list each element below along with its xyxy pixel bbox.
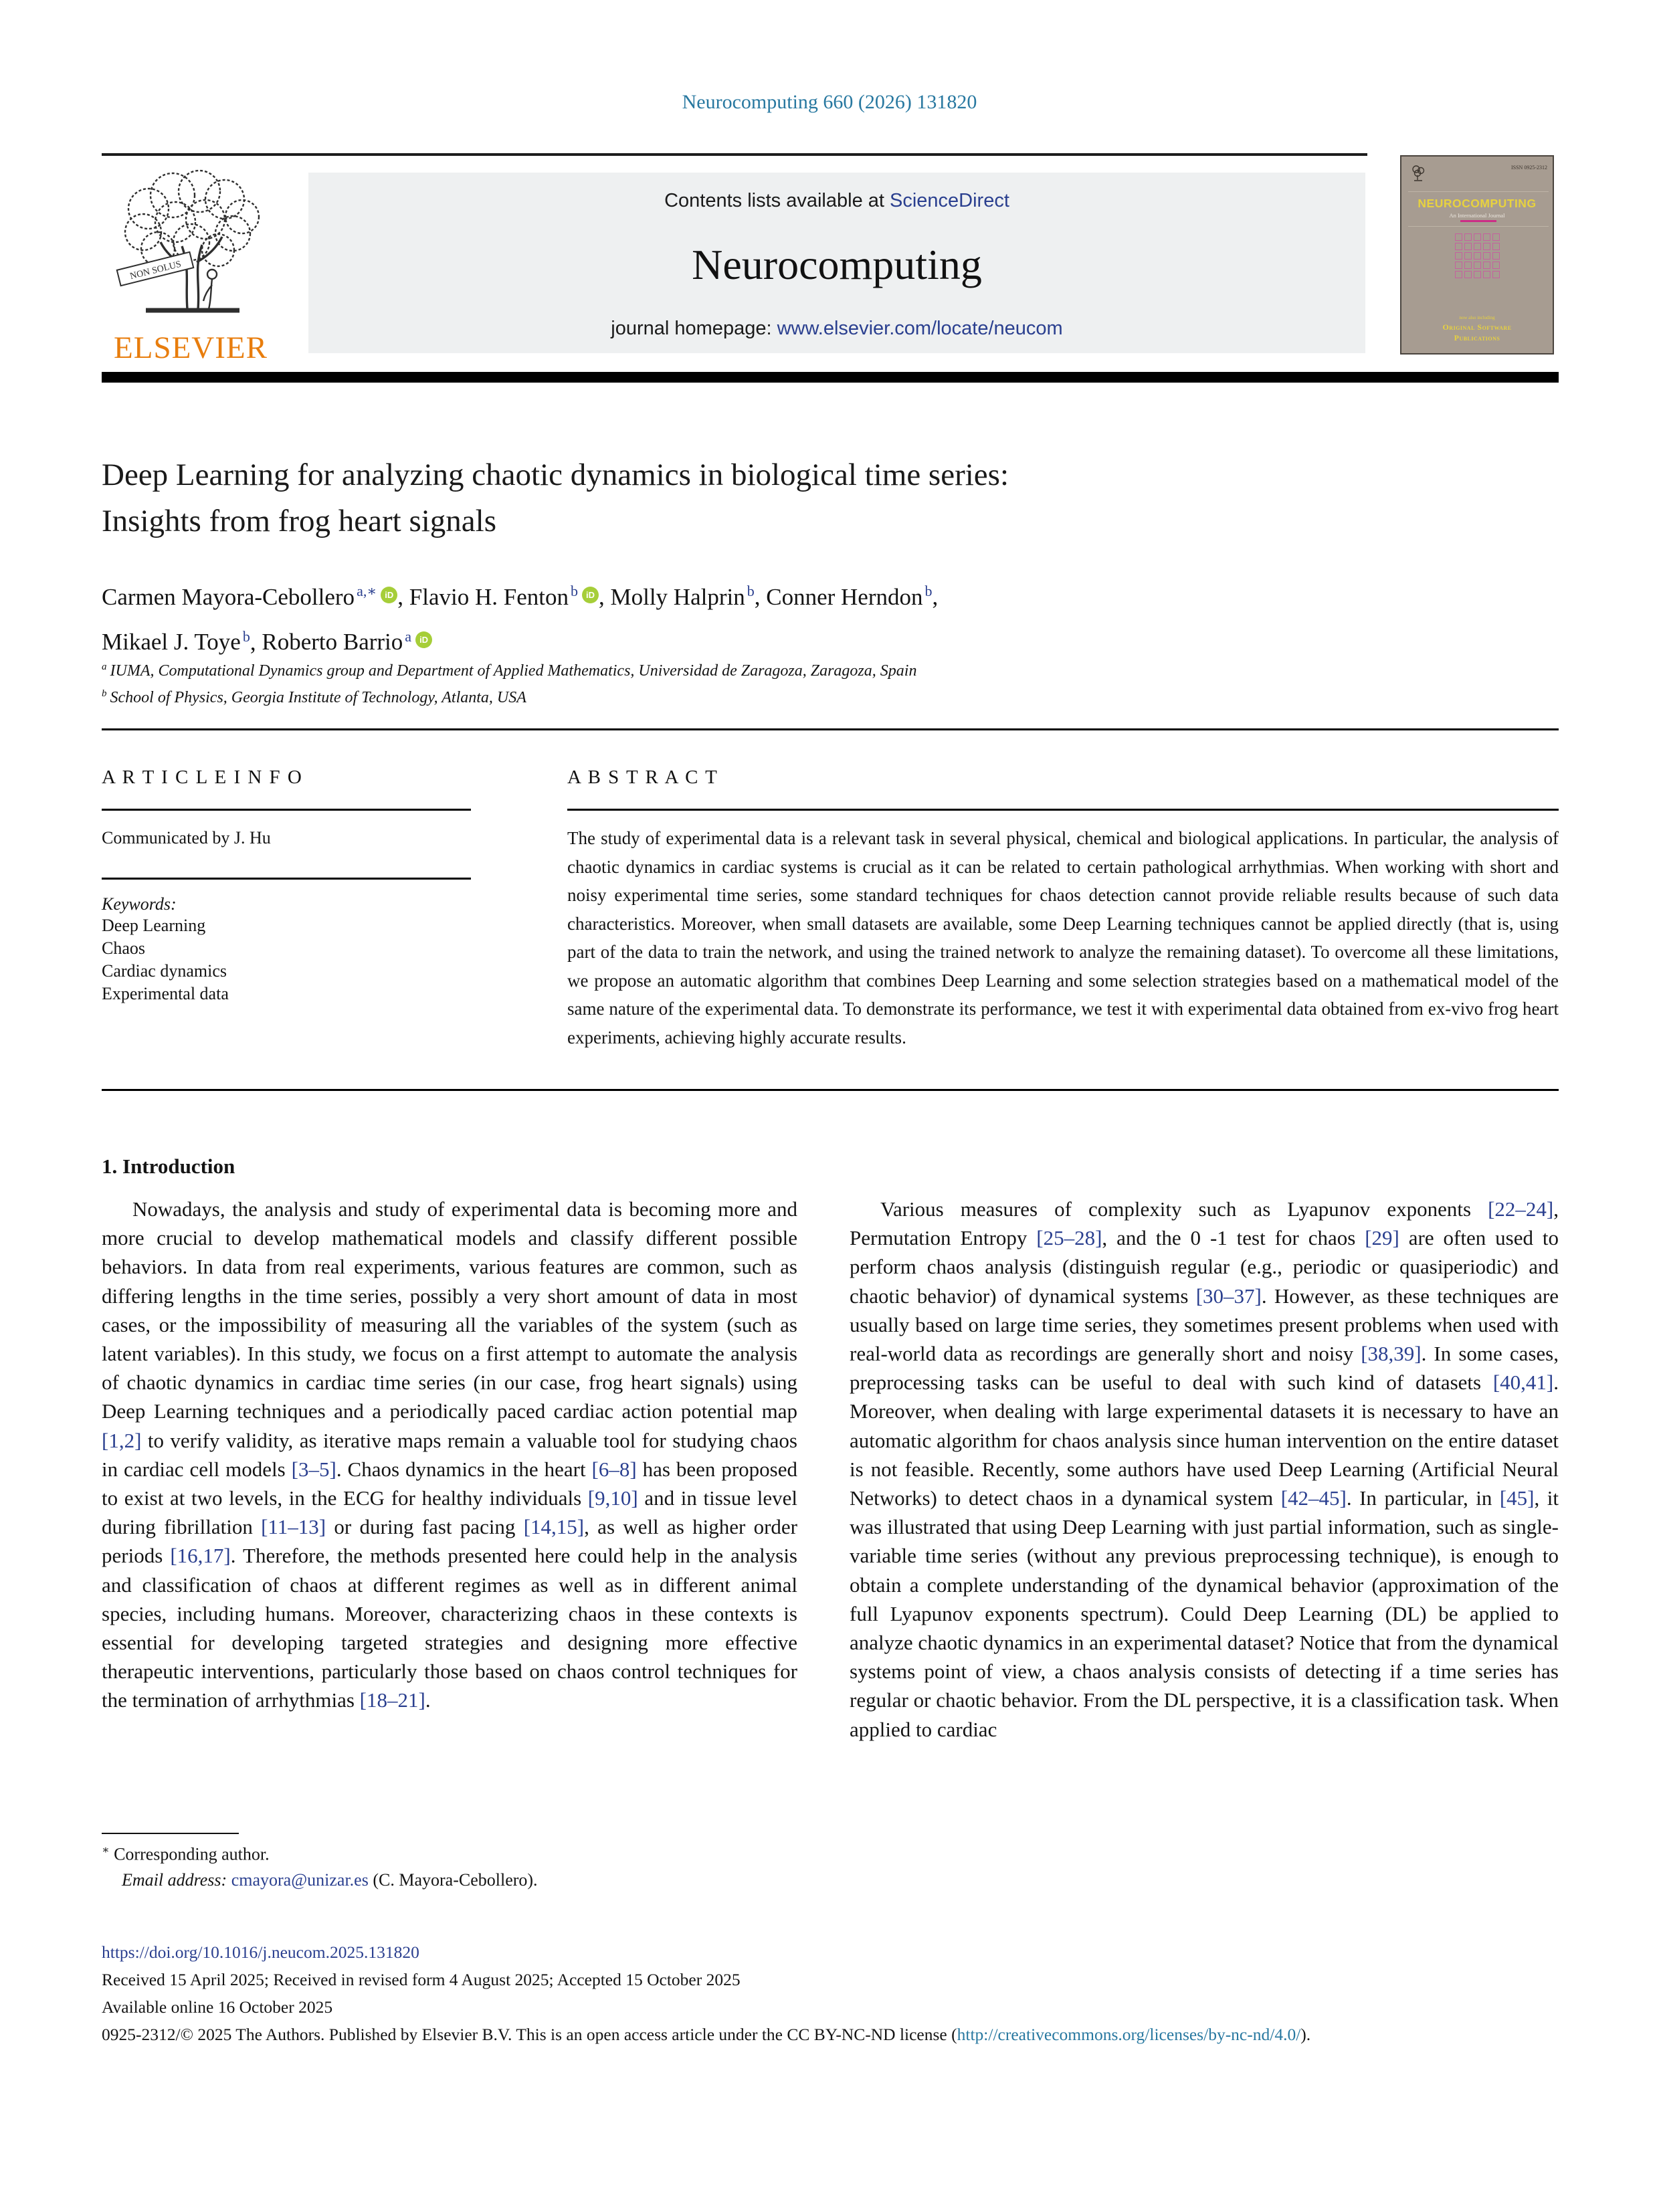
non-solus-ribbon [117, 252, 193, 286]
cover-grid-square [1455, 262, 1462, 269]
keywords-list [102, 914, 471, 1005]
author-affiliation-sup[interactable]: b [924, 583, 933, 599]
journal-cover-thumbnail[interactable] [1400, 155, 1554, 355]
cover-grid-square [1492, 233, 1500, 241]
author-name: Conner Herndon [766, 583, 923, 610]
keyword: Cardiac dynamics [102, 961, 227, 981]
section-heading-introduction: 1. Introduction [102, 1154, 235, 1178]
author-affiliation-sup[interactable]: a [405, 627, 412, 645]
journal-homepage-link[interactable]: www.elsevier.com/locate/neucom [777, 318, 1063, 339]
cover-accent-bar [1460, 220, 1496, 222]
author-name: Molly Halprin [610, 583, 745, 610]
author [102, 584, 397, 610]
copyright-text: 0925-2312/© 2025 The Authors. Published by Elsevier B.V. This is an open access article under the CC BY-NC-ND license ( [102, 2025, 957, 2044]
cover-note: now also including [1459, 315, 1495, 320]
affiliation-text: School of Physics, Georgia Institute of Technology, Atlanta, USA [110, 689, 526, 706]
footnote-corresponding-text: Corresponding author. [114, 1844, 270, 1864]
cover-grid-square [1464, 243, 1472, 250]
article-title [102, 452, 1559, 544]
author-affiliation-sup[interactable]: b [570, 583, 578, 599]
author-name: Flavio H. Fenton [409, 583, 569, 610]
article-info-heading: A R T I C L E I N F O [102, 767, 303, 788]
divider-rule [102, 1089, 1559, 1091]
masthead-divider-bar [102, 372, 1559, 383]
orcid-icon[interactable]: iD [415, 631, 432, 648]
doi-link[interactable]: https://doi.org/10.1016/j.neucom.2025.131820 [102, 1942, 419, 1962]
intro-column-right: Various measures of complexity such as Lyapunov exponents [22–24], Permutation Entropy [25–28], and the 0 -1 test for chaos [29] are often used to perform chaos analysis (distinguish regular (e.g., periodic or quasiperiodic) and chaotic behavior) of dynamical systems [30–37]. However, as these techniques are usually based on large time series, they sometimes present problems when used with real-world data as recordings are generally short and noisy [38,39]. In some cases, preprocessing tasks can be useful to deal with such kind of datasets [40,41]. Moreover, when dealing with large experimental datasets it is necessary to have an automatic algorithm for chaos analysis since human intervention on the entire dataset is not feasible. Recently, some authors have used Deep Learning (Artificial Neural Networks) to detect chaos in a dynamical system [42–45]. In particular, in [45], it was illustrated that using Deep Learning with just partial information, such as single-variable time series (without any previous preprocessing technique), is enough to obtain a complete understanding of the dynamical behavior (approximation of the full Lyapunov exponents spectrum). Could Deep Learning (DL) be applied to analyze chaotic dynamics in an experimental dataset? Notice that from the dynamical systems point of view, a chaos analysis consists of detecting if a time series has regular or chaotic behavior. From the DL perspective, it is a classification task. When applied to cardiac [850, 1197, 1559, 1741]
author [102, 629, 250, 655]
page-citation: Neurocomputing 660 (2026) 131820 [682, 91, 977, 113]
sciencedirect-link[interactable]: ScienceDirect [890, 190, 1009, 211]
cover-grid-square [1464, 233, 1472, 241]
license-link[interactable]: http://creativecommons.org/licenses/by-nc-nd/4.0/ [957, 2025, 1301, 2044]
divider-rule [102, 878, 471, 880]
author-name: Mikael J. Toye [102, 629, 241, 656]
cover-grid-square [1474, 233, 1481, 241]
email-label: Email address: [122, 1870, 227, 1890]
abstract-heading: A B S T R A C T [567, 767, 718, 788]
elsevier-tree-icon [107, 167, 274, 325]
cover-grid-square [1464, 252, 1472, 260]
cover-journal-title: NEUROCOMPUTING [1418, 197, 1537, 210]
keyword: Chaos [102, 938, 145, 958]
homepage-prefix: journal homepage: [611, 318, 777, 339]
citation-link[interactable]: [14,15] [523, 1515, 585, 1539]
cover-grid-square [1474, 252, 1481, 260]
article-footer [102, 1938, 1559, 2048]
svg-text:NON SOLUS: NON SOLUS [128, 259, 183, 282]
cover-grid-square [1455, 252, 1462, 260]
citation-link[interactable]: [45] [1499, 1486, 1535, 1510]
cover-tagline-2: Publications [1454, 333, 1500, 342]
citation-link[interactable]: [1,2] [102, 1428, 142, 1452]
article-title-line1: Deep Learning for analyzing chaotic dynamics in biological time series: [102, 458, 1009, 492]
contents-line [664, 190, 1009, 212]
cover-elsevier-mark-icon [1411, 165, 1426, 182]
cover-tagline-1: Original Software [1442, 322, 1512, 332]
citation-link[interactable]: [16,17] [170, 1544, 231, 1568]
affiliation [102, 656, 1559, 682]
cover-grid-square [1483, 233, 1490, 241]
orcid-icon[interactable]: iD [582, 587, 599, 603]
citation-link[interactable]: [11–13] [261, 1515, 326, 1539]
available-line: Available online 16 October 2025 [102, 1997, 333, 2017]
citation-link[interactable]: [22–24] [1488, 1197, 1554, 1221]
citation-link[interactable]: [9,10] [587, 1486, 638, 1510]
author-affiliation-sup[interactable]: b [747, 583, 755, 599]
author-affiliation-sup[interactable]: a,∗ [357, 583, 377, 599]
elsevier-wordmark: ELSEVIER [114, 330, 268, 365]
divider-rule [567, 809, 1559, 811]
citation-link[interactable]: [38,39] [1361, 1342, 1422, 1366]
author [610, 584, 754, 610]
cover-rule-top [1408, 191, 1549, 192]
article-title-line2: Insights from frog heart signals [102, 504, 497, 538]
author-name: Roberto Barrio [262, 629, 403, 656]
elsevier-logo[interactable] [104, 167, 277, 366]
cover-grid-square [1483, 252, 1490, 260]
email-link[interactable]: cmayora@unizar.es [231, 1870, 369, 1890]
cover-grid-square [1483, 262, 1490, 269]
affiliation-list [102, 656, 1559, 709]
cover-grid-square [1492, 243, 1500, 250]
cover-grid-square [1492, 252, 1500, 260]
cover-grid-square [1455, 233, 1462, 241]
journal-banner [308, 173, 1365, 353]
divider-rule [102, 153, 1367, 156]
author-name: Carmen Mayora-Cebollero [102, 583, 355, 610]
keyword: Experimental data [102, 984, 229, 1003]
cover-grid-square [1474, 262, 1481, 269]
cover-grid-square [1455, 271, 1462, 278]
abstract-text: The study of experimental data is a relevant task in several physical, chemical and biological applications. In particular, the analysis of chaotic dynamics in cardiac systems is crucial as it can be related to certain pathological arrhythmias. When working with short and noisy experimental time series, some standard techniques for chaos detection cannot provide reliable results because of such data characteristics. Moreover, when small datasets are available, some Deep Learning techniques cannot be applied directly (that is, using part of the data to train the network, and using the trained network to analyze the remaining dataset). To overcome all these limitations, we propose an automatic algorithm that combines Deep Learning and some selection strategies based on a mathematical model of the same nature of the experimental data. To demonstrate its performance, we test it with experimental data obtained from ex-vivo frog heart experiments, achieving highly accurate results. [567, 828, 1559, 1047]
citation-link[interactable]: [3–5] [291, 1457, 336, 1481]
cover-grid-square [1483, 243, 1490, 250]
orcid-icon[interactable]: iD [381, 587, 397, 603]
homepage-line [611, 318, 1062, 340]
copyright-line [102, 2021, 1559, 2048]
affiliation-sup: b [102, 688, 107, 699]
intro-column-left: Nowadays, the analysis and study of experimental data is becoming more and more crucial to develop mathematical models and classify different possible behaviors. In data from real experiments, various features are common, such as differing lengths in the time series, possibly a very short amount of data in most cases, or the impossibility of measuring all the variables of the system (such as latent variables). In this study, we focus on a first attempt to automate the analysis of chaotic dynamics in cardiac time series (in our case, frog heart signals) using Deep Learning techniques and a periodically paced cardiac action potential map [1,2] to verify validity, as iterative maps remain a valuable tool for studying chaos in cardiac cell models [3–5]. Chaos dynamics in the heart [6–8] has been proposed to exist at two levels, in the ECG for healthy individuals [9,10] and in tissue level during fibrillation [11–13] or during fast pacing [14,15], as well as higher order periods [16,17]. Therefore, the methods presented here could help in the analysis and classification of chaos at different regimes as well as in different animal species, including humans. Moreover, characterizing chaos in these contexts is essential for developing targeted strategies and designing more effective therapeutic interventions, particularly those based on chaos control techniques for the termination of arrhythmias [18–21]. [102, 1197, 797, 1712]
cover-issn: ISSN 0925-2312 [1510, 165, 1547, 171]
corresponding-author-footnote [102, 1833, 1038, 1890]
journal-title: Neurocomputing [692, 241, 982, 288]
doi-line [102, 1938, 1559, 1966]
email-suffix: (C. Mayora-Cebollero). [368, 1870, 538, 1890]
cover-grid-square [1464, 271, 1472, 278]
cover-grid-square [1483, 271, 1490, 278]
keyword: Deep Learning [102, 916, 206, 935]
communicated-by: Communicated by J. Hu [102, 828, 271, 847]
cover-square-grid [1401, 233, 1553, 278]
divider-rule [102, 728, 1559, 730]
citation-link[interactable]: [25–28] [1036, 1226, 1102, 1250]
cover-rule-bottom [1408, 226, 1549, 227]
citation-link[interactable]: [18–21] [359, 1688, 425, 1712]
author-affiliation-sup[interactable]: b [242, 627, 250, 645]
cover-grid-square [1464, 262, 1472, 269]
cover-grid-square [1492, 271, 1500, 278]
citation-link[interactable]: [6–8] [591, 1457, 637, 1481]
affiliation-sup: a [102, 662, 107, 672]
divider-rule [102, 809, 471, 811]
copyright-suffix: ). [1300, 2025, 1311, 2044]
contents-prefix: Contents lists available at [664, 190, 890, 211]
cover-grid-square [1474, 243, 1481, 250]
cover-subtitle: An International Journal [1449, 212, 1505, 219]
citation-link[interactable]: [40,41] [1492, 1371, 1554, 1395]
footnote-rule [102, 1833, 239, 1834]
author [262, 629, 432, 655]
footnote-email-line [102, 1870, 1038, 1890]
citation-link[interactable]: [29] [1365, 1226, 1399, 1250]
author [766, 584, 932, 610]
citation-link[interactable]: [42–45] [1280, 1486, 1347, 1510]
article-info-section [102, 767, 471, 1005]
cover-grid-square [1492, 262, 1500, 269]
keywords-label: Keywords: [102, 894, 177, 914]
footnote-corresponding [102, 1843, 1038, 1865]
cover-grid-square [1474, 271, 1481, 278]
abstract-section [567, 767, 1559, 1051]
author-list: Carmen Mayora-Cebollero $^{a,∗}$ iD , Flavio H. Fenton $^b$ iD , Molly Halprin $^b$, Conner Herndon $^b$, Mikael J. Toye $^b$, Roberto Barrio $^a$ iD [102, 583, 939, 656]
citation-link[interactable]: [30–37] [1195, 1284, 1262, 1308]
footnote-marker: ∗ [102, 1843, 110, 1856]
author [409, 584, 599, 610]
affiliation [102, 682, 1559, 709]
cover-grid-square [1455, 243, 1462, 250]
affiliation-text: IUMA, Computational Dynamics group and Department of Applied Mathematics, Universidad de Zaragoza, Zaragoza, Spain [110, 662, 917, 680]
received-line: Received 15 April 2025; Received in revised form 4 August 2025; Accepted 15 October 2025 [102, 1970, 741, 1989]
